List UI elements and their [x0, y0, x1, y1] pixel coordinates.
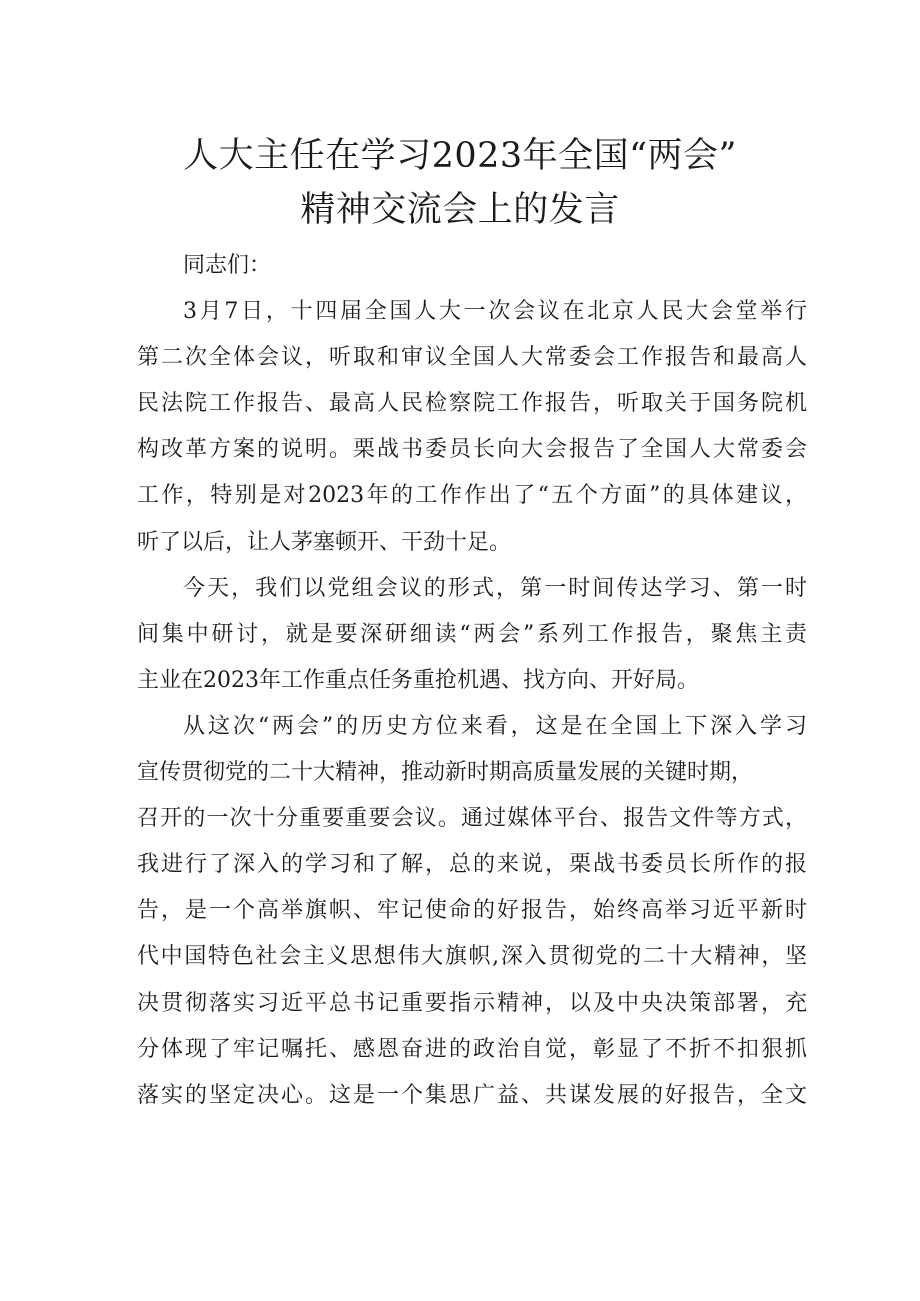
paragraph-3-line-9: 落实的坚定决心。这是一个集思广益、共谋发展的好报告，全文	[137, 1082, 807, 1108]
document-title-line-2: 精神交流会上的发言	[300, 190, 620, 230]
paragraph-3-line-4: 我进行了深入的学习和了解，总的来说，栗战书委员长所作的报	[137, 852, 807, 878]
paragraph-1-line-2: 第二次全体会议，听取和审议全国人大常委会工作报告和最高人	[137, 345, 807, 371]
paragraph-3-line-6: 代中国特色社会主义思想伟大旗帜,深入贯彻党的二十大精神，坚	[137, 944, 807, 970]
paragraph-3-line-7: 决贯彻落实习近平总书记重要指示精神，以及中央决策部署，充	[137, 990, 807, 1016]
document-title-line-1: 人大主任在学习2023年全国“两会”	[183, 136, 737, 176]
paragraph-3-line-2: 宣传贯彻党的二十大精神，推动新时期高质量发展的关键时期，	[137, 760, 754, 786]
paragraph-1-line-4: 构改革方案的说明。栗战书委员长向大会报告了全国人大常委会	[137, 437, 807, 463]
salutation: 同志们：	[183, 253, 272, 278]
paragraph-3-line-1: 从这次“两会”的历史方位来看，这是在全国上下深入学习	[183, 713, 807, 739]
paragraph-3-line-3: 召开的一次十分重要重要会议。通过媒体平台、报告文件等方式，	[137, 806, 807, 832]
document-body	[137, 243, 807, 1119]
paragraph-1-line-5: 工作，特别是对2023年的工作作出了“五个方面”的具体建议，	[137, 483, 807, 509]
paragraph-3-line-5: 告，是一个高举旗帜、牢记使命的好报告，始终高举习近平新时	[137, 898, 807, 924]
paragraph-2-line-1: 今天，我们以党组会议的形式，第一时间传达学习、第一时	[183, 575, 807, 601]
paragraph-3-line-8: 分体现了牢记嘱托、感恩奋进的政治自觉，彰显了不折不扣狠抓	[137, 1036, 807, 1062]
paragraph-1-line-3: 民法院工作报告、最高人民检察院工作报告，听取关于国务院机	[137, 391, 807, 417]
paragraph-2-line-3: 主业在2023年工作重点任务重抢机遇、找方向、开好局。	[137, 667, 699, 693]
paragraph-2-line-2: 间集中研讨，就是要深研细读“两会”系列工作报告，聚焦主责	[137, 621, 807, 647]
paragraph-1-line-6: 听了以后，让人茅塞顿开、干劲十足。	[137, 529, 512, 555]
paragraph-1-line-1: 3月7日，十四届全国人大一次会议在北京人民大会堂举行	[183, 299, 807, 325]
